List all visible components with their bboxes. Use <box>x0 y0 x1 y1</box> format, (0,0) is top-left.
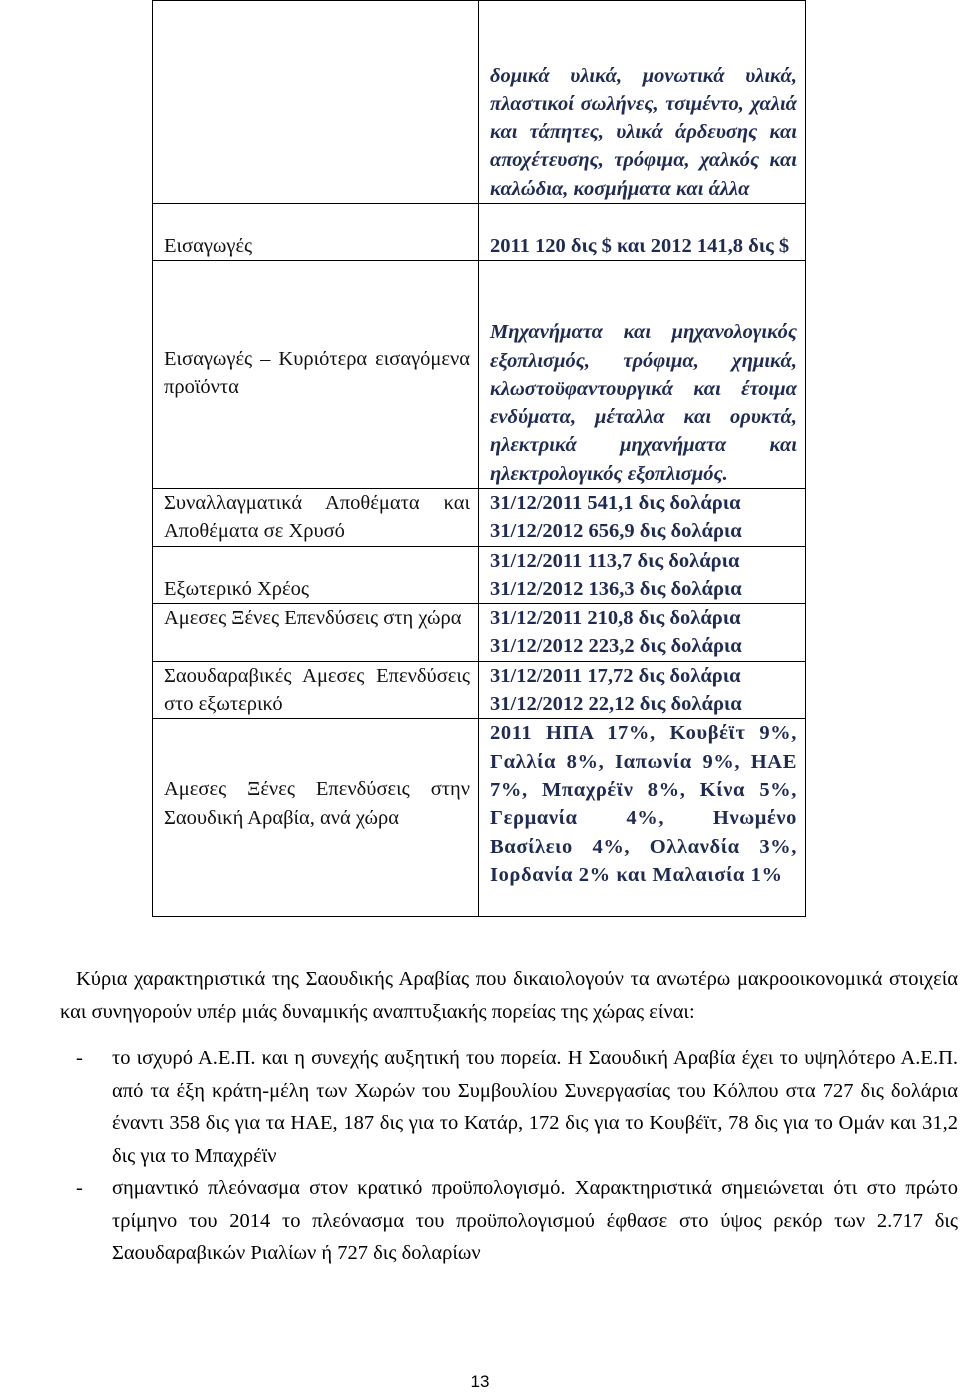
intro-paragraph: Κύρια χαρακτηριστικά της Σαουδικής Αραβίας που δικαιολογούν τα ανωτέρω μακροοικονομικά στοιχεία και συνηγορούν υπέρ μιάς δυναμικής αναπτυξιακής πορείας της χώρας είναι: <box>60 968 958 1023</box>
table-row-label: Συναλλαγματικά Αποθέματα και Αποθέματα σε Χρυσό <box>153 489 479 547</box>
list-item-text: σημαντικό πλεόνασμα στον κρατικό προϋπολογισμό. Χαρακτηριστικά σημειώνεται ότι στο πρώτο τρίμηνο του 2014 το πλεόνασμα του προϋπολογισμού έφθασε στο ύψος ρεκόρ των 2.717 δις Σαουδαραβικών Ριαλίων ή 727 δις δολαρίων <box>112 1177 958 1264</box>
list-item-text: το ισχυρό Α.Ε.Π. και η συνεχής αυξητική του πορεία. Η Σαουδική Αραβία έχει το υψηλότερο Α.Ε.Π. από τα έξη κράτη-μέλη των Χωρών του Συμβουλίου Συνεργασίας του Κόλπου στα 727 δις δολάρια έναντι 358 δις για τα ΗΑΕ, 187 δις για το Κατάρ, 172 δις για το Κουβέϊτ, 78 δις για το Ομάν και 31,2 δις για το Μπαχρέϊν <box>112 1047 958 1167</box>
value-line: 31/12/2011 113,7 δις δολάρια <box>490 549 740 572</box>
table-row-label: Αμεσες Ξένες Επενδύσεις στη χώρα <box>153 604 479 662</box>
table-row-value <box>479 604 806 662</box>
value-line: 31/12/2012 656,9 δις δολάρια <box>490 520 742 543</box>
table-row-value <box>479 661 806 719</box>
value-line: 31/12/2012 223,2 δις δολάρια <box>490 635 742 658</box>
table-row-value <box>479 546 806 604</box>
table-row <box>153 719 806 917</box>
table-row <box>153 261 806 489</box>
table-row-label: Εισαγωγές – Κυριότερα εισαγόμενα προϊόντα <box>153 261 479 489</box>
table-row <box>153 1 806 204</box>
table-row-value <box>479 489 806 547</box>
table-row-value: 2011 ΗΠΑ 17%, Κουβέϊτ 9%, Γαλλία 8%, Ιαπωνία 9%, ΗΑΕ 7%, Μπαχρέϊν 8%, Κίνα 5%, Γερμανία 4%, Ηνωμένο Βασίλειο 4%, Ολλανδία 3%, Ιορδανία 2% και Μαλαισία 1% <box>479 719 806 917</box>
table-row-value: Μηχανήματα και μηχανολογικός εξοπλισμός, τρόφιμα, χημικά, κλωστοϋφαντουργικά και έτοιμα ενδύματα, μέταλλα και ορυκτά, ηλεκτρικά μηχανήματα και ηλεκτρολογικός εξοπλισμός. <box>479 261 806 489</box>
table-row-label: Σαουδαραβικές Αμεσες Επενδύσεις στο εξωτερικό <box>153 661 479 719</box>
table-row-value: δομικά υλικά, μονωτικά υλικά, πλαστικοί σωλήνες, τσιμέντο, χαλιά και τάπητες, υλικά άρδευσης και αποχέτευσης, τρόφιμα, χαλκός και καλώδια, κοσμήματα και άλλα <box>479 1 806 204</box>
dash-marker: - <box>76 1047 83 1069</box>
table-row-label: Εισαγωγές <box>153 204 479 261</box>
table-row <box>153 204 806 261</box>
page-number: 13 <box>470 1372 490 1391</box>
value-line: 31/12/2011 17,72 δις δολάρια <box>490 664 741 687</box>
value-line: 31/12/2011 541,1 δις δολάρια <box>490 492 741 514</box>
table-row <box>153 489 806 547</box>
dash-marker: - <box>76 1177 83 1199</box>
value-line: 31/12/2011 210,8 δις δολάρια <box>490 607 741 630</box>
list-item <box>60 1172 958 1270</box>
table-row-label <box>153 1 479 204</box>
list-item <box>60 1042 958 1172</box>
value-line: 31/12/2012 22,12 δις δολάρια <box>490 693 742 716</box>
statistics-table-container <box>152 0 806 917</box>
body-text <box>60 963 958 1270</box>
table-row <box>153 661 806 719</box>
table-row <box>153 604 806 662</box>
table-row <box>153 546 806 604</box>
feature-list <box>60 1042 958 1270</box>
value-line: 31/12/2012 136,3 δις δολάρια <box>490 577 742 600</box>
table-row-label: Εξωτερικό Χρέος <box>153 546 479 604</box>
table-row-value: 2011 120 δις $ και 2012 141,8 δις $ <box>479 204 806 261</box>
statistics-table <box>152 0 806 917</box>
table-row-label: Αμεσες Ξένες Επενδύσεις στην Σαουδική Αραβία, ανά χώρα <box>153 719 479 917</box>
